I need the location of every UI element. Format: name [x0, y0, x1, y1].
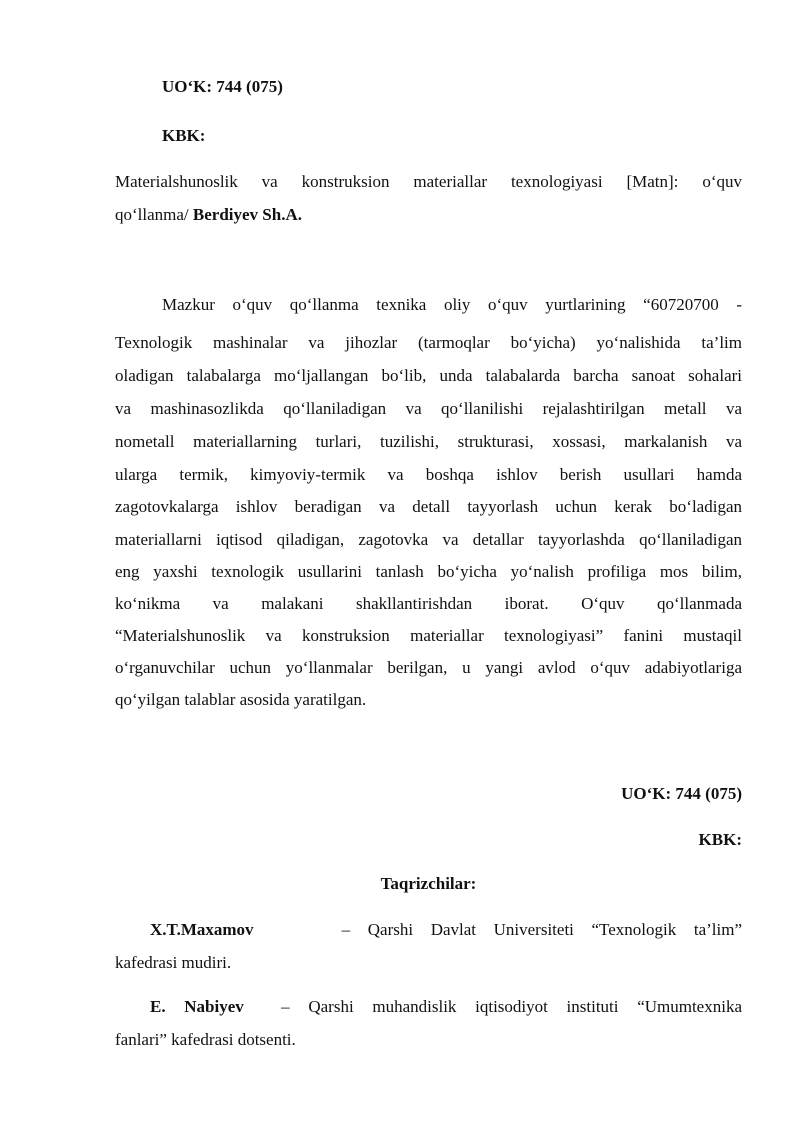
abstract-line: ularga termik, kimyoviy-termik va boshqa ishlov berish usullari hamda [115, 465, 742, 484]
reviewer-line-2: fanlari” kafedrasi dotsenti. [115, 1030, 296, 1049]
abstract-line: “Materialshunoslik va konstruksion materiallar texnologiyasi” fanini mustaqil [115, 626, 742, 645]
uok-code-right: UO‘K: 744 (075) [621, 784, 742, 803]
reviewer-name: E. Nabiyev [150, 997, 244, 1016]
citation-line-2 [115, 205, 302, 225]
citation-prefix: qo‘llanma/ [115, 205, 193, 224]
abstract-line: Mazkur o‘quv qo‘llanma texnika oliy o‘quv yurtlarining “60720700 - [162, 295, 742, 314]
reviewer-affiliation: – Qarshi muhandislik iqtisodiyot instituti “Umumtexnika [281, 997, 742, 1016]
abstract-line: nometall materiallarning turlari, tuzilishi, strukturasi, xossasi, markalanish va [115, 432, 742, 451]
reviewers-title: Taqrizchilar: [380, 874, 477, 893]
reviewer-line-1 [150, 920, 742, 940]
abstract-line: materiallarni iqtisod qiladigan, zagotovka va detallar tayyorlashda qo‘llaniladigan [115, 530, 742, 549]
kbk-code: KBK: [162, 126, 206, 145]
reviewer-name: X.T.Maxamov [150, 920, 254, 939]
reviewer-line-1 [150, 997, 742, 1017]
abstract-line: Texnologik mashinalar va jihozlar (tarmoqlar bo‘yicha) yo‘nalishida ta’lim [115, 333, 742, 352]
abstract-line: zagotovkalarga ishlov beradigan va detall tayyorlash uchun kerak bo‘ladigan [115, 497, 742, 516]
abstract-line: oladigan talabalarga mo‘ljallangan bo‘lib, unda talabalarda barcha sanoat sohalari [115, 366, 742, 385]
citation-line-1: Materialshunoslik va konstruksion materiallar texnologiyasi [Matn]: o‘quv [115, 172, 742, 191]
reviewer-affiliation: – Qarshi Davlat Universiteti “Texnologik ta’lim” [341, 920, 742, 939]
abstract-line: ko‘nikma va malakani shakllantirishdan iborat. O‘quv qo‘llanmada [115, 594, 742, 613]
abstract-line: eng yaxshi texnologik usullarini tanlash bo‘yicha yo‘nalish profiliga mos bilim, [115, 562, 742, 581]
abstract-line: va mashinasozlikda qo‘llaniladigan va qo‘llanilishi rejalashtirilgan metall va [115, 399, 742, 418]
abstract-line: qo‘yilgan talablar asosida yaratilgan. [115, 690, 367, 709]
abstract-line: o‘rganuvchilar uchun yo‘llanmalar berilgan, u yangi avlod o‘quv adabiyotlariga [115, 658, 742, 677]
kbk-code-right: KBK: [698, 830, 742, 849]
reviewer-line-2: kafedrasi mudiri. [115, 953, 232, 972]
uok-code: UO‘K: 744 (075) [162, 77, 283, 96]
citation-author: Berdiyev Sh.A. [192, 205, 302, 224]
